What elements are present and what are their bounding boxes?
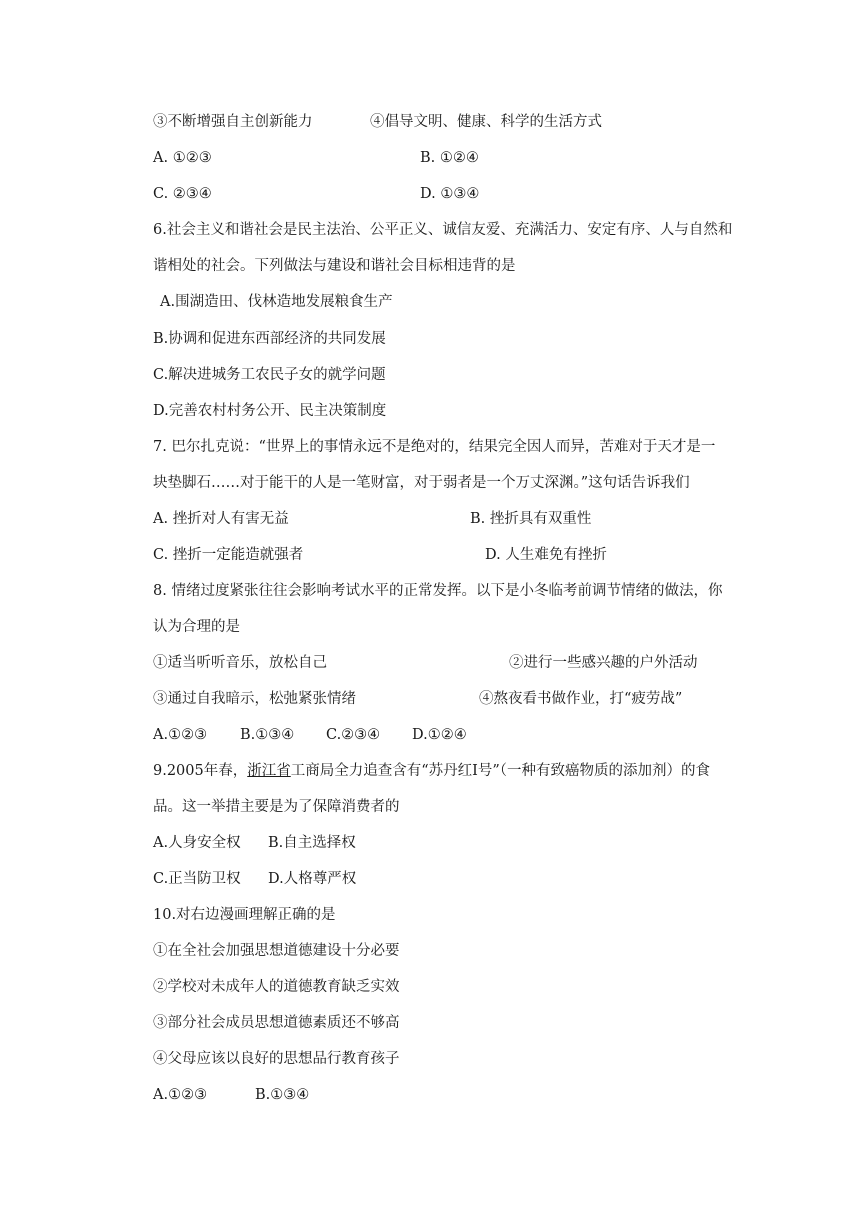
q9-option-d: D.人格尊严权	[268, 871, 357, 887]
q10-statement-3: ③部分社会成员思想道德素质还不够高	[153, 1015, 400, 1031]
q9-stem-line-1	[153, 761, 710, 781]
q7-option-d: D. 人生难免有挫折	[485, 547, 607, 563]
q9-option-b: B.自主选择权	[268, 835, 356, 851]
q5-option-c: C. ②③④	[153, 186, 212, 202]
q5-statement-3: ③不断增强自主创新能力	[153, 114, 313, 130]
q10-statement-4: ④父母应该以良好的思想品行教育孩子	[153, 1051, 400, 1067]
q10-statement-1: ①在全社会加强思想道德建设十分必要	[153, 943, 400, 959]
q5-option-b: B. ①②④	[420, 150, 479, 166]
q6-stem-line-2: 谐相处的社会。下列做法与建设和谐社会目标相违背的是	[153, 258, 516, 274]
q6-option-b: B.协调和促进东西部经济的共同发展	[153, 331, 386, 347]
q8-stem-line-1: 8. 情绪过度紧张往往会影响考试水平的正常发挥。以下是小冬临考前调节情绪的做法，你	[153, 583, 723, 599]
q7-option-a: A. 挫折对人有害无益	[153, 511, 289, 527]
q8-statement-2: ②进行一些感兴趣的户外活动	[509, 655, 698, 671]
q10-option-a: A.①②③	[153, 1087, 208, 1103]
q7-option-c: C. 挫折一定能造就强者	[153, 547, 304, 563]
q9-place-name: 浙江省	[247, 763, 291, 779]
q7-stem-line-1: 7. 巴尔扎克说：“世界上的事情永远不是绝对的，结果完全因人而异，苦难对于天才是一	[153, 439, 716, 455]
q8-statement-4: ④熬夜看书做作业，打“疲劳战”	[479, 691, 683, 707]
q6-stem-line-1: 6.社会主义和谐社会是民主法治、公平正义、诚信友爱、充满活力、安定有序、人与自然和	[153, 222, 733, 238]
q5-statement-4: ④倡导文明、健康、科学的生活方式	[370, 114, 602, 130]
q9-stem-prefix: 9.2005年春，	[153, 763, 248, 779]
q8-option-c: C.②③④	[326, 727, 381, 743]
q10-stem: 10.对右边漫画理解正确的是	[153, 907, 336, 923]
q8-statement-1: ①适当听听音乐，放松自己	[153, 655, 327, 671]
q8-stem-line-2: 认为合理的是	[153, 619, 240, 635]
q10-statement-2: ②学校对未成年人的道德教育缺乏实效	[153, 979, 400, 995]
q9-stem-suffix: 工商局全力追查含有“苏丹红Ⅰ号”（一种有致癌物质的添加剂）的食	[290, 763, 711, 779]
q10-option-b: B.①③④	[255, 1087, 310, 1103]
q6-option-a: A.围湖造田、伐林造地发展粮食生产	[160, 294, 393, 310]
q5-option-a: A. ①②③	[153, 150, 212, 166]
q7-stem-line-2: 块垫脚石……对于能干的人是一笔财富，对于弱者是一个万丈深渊。”这句话告诉我们	[153, 475, 690, 491]
q6-option-d: D.完善农村村务公开、民主决策制度	[153, 403, 387, 419]
q7-option-b: B. 挫折具有双重性	[470, 511, 592, 527]
q8-option-d: D.①②④	[412, 727, 467, 743]
q8-option-a: A.①②③	[153, 727, 208, 743]
q9-option-c: C.正当防卫权	[153, 871, 241, 887]
q9-stem-line-2: 品。这一举措主要是为了保障消费者的	[153, 799, 400, 815]
q6-option-c: C.解决进城务工农民子女的就学问题	[153, 367, 386, 383]
q5-option-d: D. ①③④	[420, 186, 480, 202]
q9-option-a: A.人身安全权	[153, 835, 241, 851]
q8-option-b: B.①③④	[240, 727, 295, 743]
q8-statement-3: ③通过自我暗示，松弛紧张情绪	[153, 691, 356, 707]
